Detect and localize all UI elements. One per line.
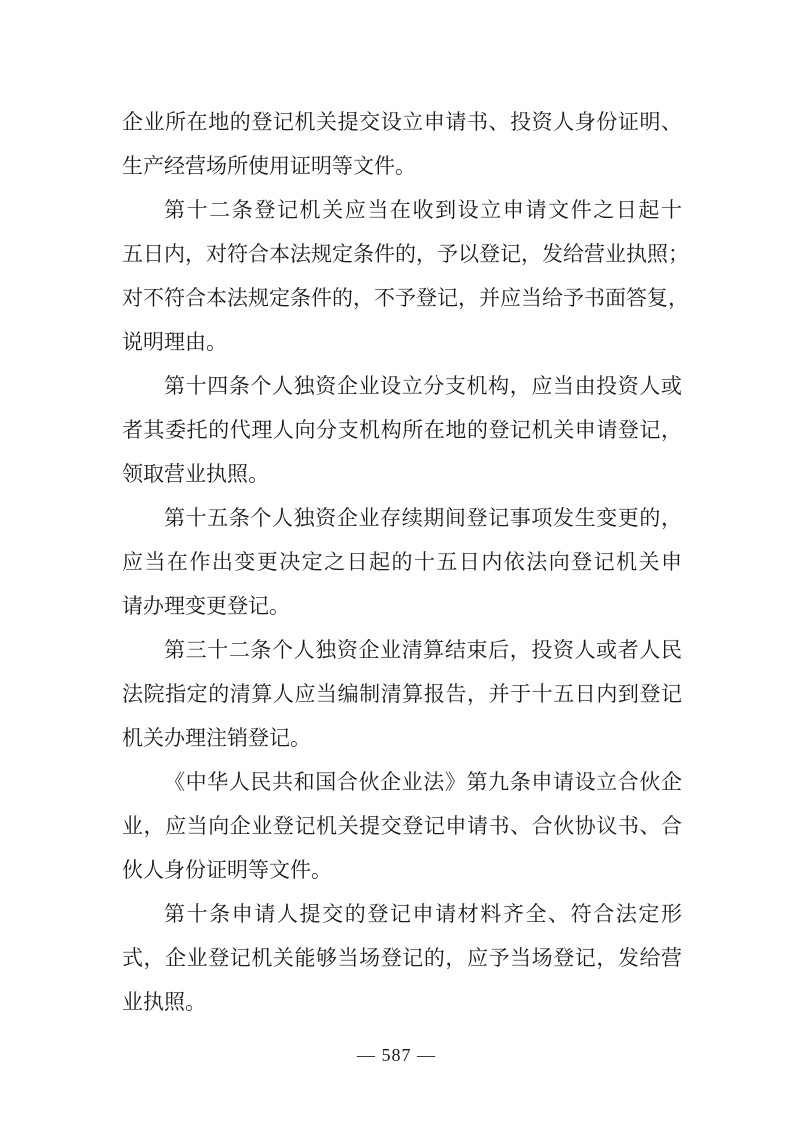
paragraph-first-line: 第十五条个人独资企业存续期间登记事项发生变更的， [164,506,682,530]
page-number: — 587 — [357,1045,436,1065]
text-line: 法院指定的清算人应当编制清算报告，并于十五日内到登记 [122,682,682,706]
text-line: 机关办理注销登记。 [122,726,311,750]
paragraph-first-line: 《中华人民共和国合伙企业法》第九条申请设立合伙企 [164,770,682,794]
text-line: 企业所在地的登记机关提交设立申请书、投资人身份证明、 [122,110,682,134]
text-line: 应当在作出变更决定之日起的十五日内依法向登记机关申 [122,550,682,574]
text-line: 业执照。 [122,990,206,1014]
paragraph-first-line: 第十条申请人提交的登记申请材料齐全、符合法定形 [164,902,682,926]
text-line: 说明理由。 [122,330,227,354]
text-line: 五日内，对符合本法规定条件的，予以登记，发给营业执照； [122,242,689,266]
text-line: 业，应当向企业登记机关提交登记申请书、合伙协议书、合 [122,814,682,838]
paragraph-first-line: 第十二条登记机关应当在收到设立申请文件之日起十 [164,198,682,222]
text-line: 领取营业执照。 [122,462,269,486]
text-line: 式，企业登记机关能够当场登记的，应予当场登记，发给营 [122,946,682,970]
text-line: 者其委托的代理人向分支机构所在地的登记机关申请登记， [122,418,682,442]
text-line: 对不符合本法规定条件的，不予登记，并应当给予书面答复， [122,286,689,310]
paragraph-first-line: 第三十二条个人独资企业清算结束后，投资人或者人民 [164,638,682,662]
paragraph-first-line: 第十四条个人独资企业设立分支机构，应当由投资人或 [164,374,682,398]
text-line: 伙人身份证明等文件。 [122,858,332,882]
text-line: 请办理变更登记。 [122,594,290,618]
text-line: 生产经营场所使用证明等文件。 [122,154,416,178]
